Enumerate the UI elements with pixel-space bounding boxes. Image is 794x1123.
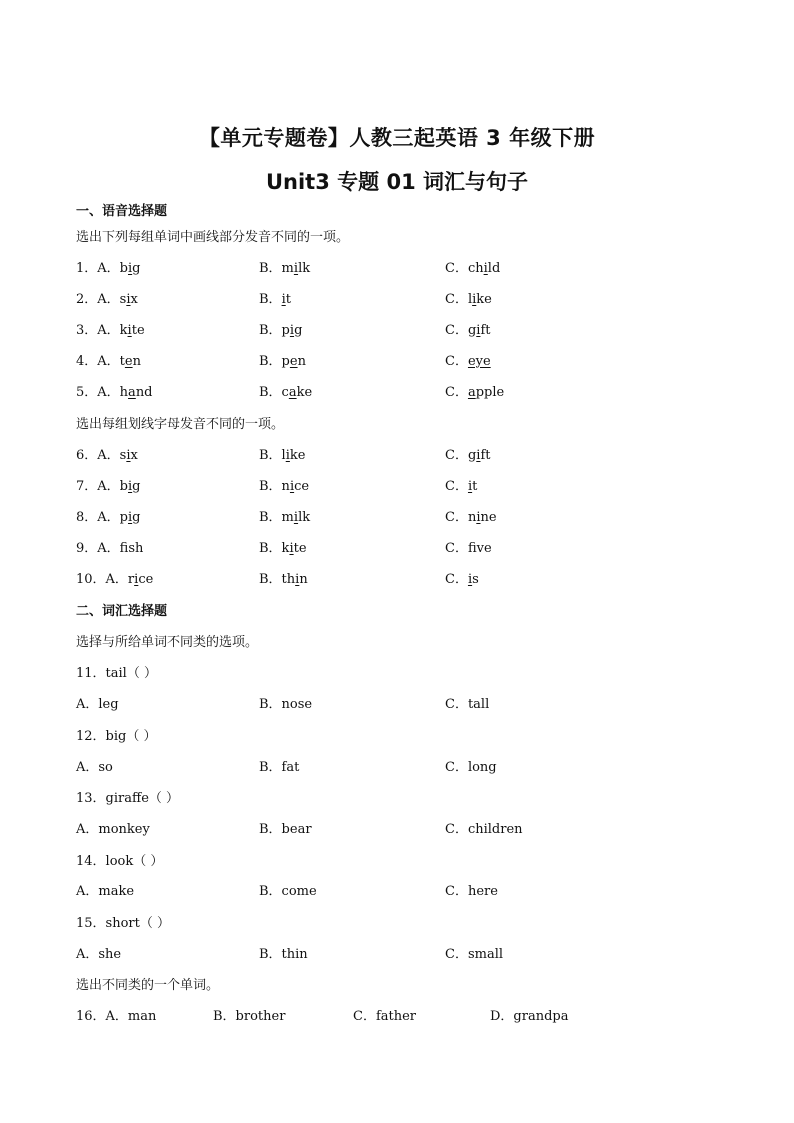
option-c: C．gift (445, 448, 491, 463)
question-11-options (76, 693, 716, 713)
instruction-vocabulary-1: 选择与所给单词不同类的选项。 (76, 635, 259, 650)
option-a: 1．A．big (76, 261, 141, 276)
page-title: 【单元专题卷】人教三起英语 3 年级下册 (198, 126, 596, 150)
question-7 (76, 475, 716, 495)
option-b: B．milk (259, 510, 311, 525)
question-4 (76, 350, 716, 370)
option-b: B．fat (259, 760, 300, 775)
option-b: B．brother (213, 1009, 286, 1024)
option-b: B．thin (259, 572, 308, 587)
option-a: A．she (76, 947, 122, 962)
option-a: 8．A．pig (76, 510, 141, 525)
question-14-stem: 14．look（ ） (76, 854, 164, 869)
option-c: C．apple (445, 385, 505, 400)
option-c: C．nine (445, 510, 497, 525)
section-heading-phonics: 一、语音选择题 (76, 204, 168, 219)
option-c: C．tall (445, 697, 490, 712)
option-c: C．gift (445, 323, 491, 338)
question-11-stem: 11．tail（ ） (76, 666, 157, 681)
section-heading-vocabulary: 二、词汇选择题 (76, 604, 168, 619)
option-a: 7．A．big (76, 479, 141, 494)
question-2 (76, 288, 716, 308)
option-b: B．like (259, 448, 306, 463)
option-a: A．make (76, 884, 135, 899)
question-6 (76, 444, 716, 464)
option-a: 3．A．kite (76, 323, 145, 338)
question-12-options (76, 756, 716, 776)
option-c: C．long (445, 760, 497, 775)
question-12-stem: 12．big（ ） (76, 729, 157, 744)
option-c: C．like (445, 292, 492, 307)
question-16 (76, 1005, 716, 1025)
instruction-vocabulary-2: 选出不同类的一个单词。 (76, 978, 220, 993)
option-b: B．it (259, 292, 291, 307)
option-b: B．nose (259, 697, 313, 712)
option-b: B．bear (259, 822, 312, 837)
question-13-options (76, 818, 716, 838)
question-14-options (76, 880, 716, 900)
question-3 (76, 319, 716, 339)
option-a: 5．A．hand (76, 385, 153, 400)
option-b: B．milk (259, 261, 311, 276)
question-1 (76, 257, 716, 277)
option-b: B．come (259, 884, 317, 899)
option-c: C．small (445, 947, 504, 962)
option-c: C．eye (445, 354, 491, 369)
option-a: A．so (76, 760, 113, 775)
question-15-stem: 15．short（ ） (76, 916, 170, 931)
option-a: A．monkey (76, 822, 150, 837)
option-a: 10．A．rice (76, 572, 154, 587)
question-10 (76, 568, 716, 588)
option-a: 2．A．six (76, 292, 138, 307)
question-15-options (76, 943, 716, 963)
question-9 (76, 537, 716, 557)
option-b: B．thin (259, 947, 308, 962)
option-c: C．father (353, 1009, 417, 1024)
question-5 (76, 381, 716, 401)
option-a: 4．A．ten (76, 354, 141, 369)
option-c: C．is (445, 572, 479, 587)
instruction-phonics-1: 选出下列每组单词中画线部分发音不同的一项。 (76, 230, 350, 245)
option-c: C．here (445, 884, 498, 899)
option-d: D．grandpa (490, 1009, 569, 1024)
option-a: 6．A．six (76, 448, 138, 463)
page-subtitle: Unit3 专题 01 词汇与句子 (265, 170, 528, 194)
option-a: A．leg (76, 697, 119, 712)
option-c: C．children (445, 822, 523, 837)
option-c: C．it (445, 479, 478, 494)
question-13-stem: 13．giraffe（ ） (76, 791, 180, 806)
option-a: 16．A．man (76, 1009, 157, 1024)
option-b: B．cake (259, 385, 313, 400)
option-c: C．fve (445, 541, 492, 556)
option-b: B．kite (259, 541, 307, 556)
instruction-phonics-2: 选出每组划线字母发音不同的一项。 (76, 417, 285, 432)
option-c: C．child (445, 261, 501, 276)
option-a: 9．A．fsh (76, 541, 144, 556)
option-b: B．nice (259, 479, 310, 494)
option-b: B．pig (259, 323, 303, 338)
question-8 (76, 506, 716, 526)
option-b: B．pen (259, 354, 306, 369)
